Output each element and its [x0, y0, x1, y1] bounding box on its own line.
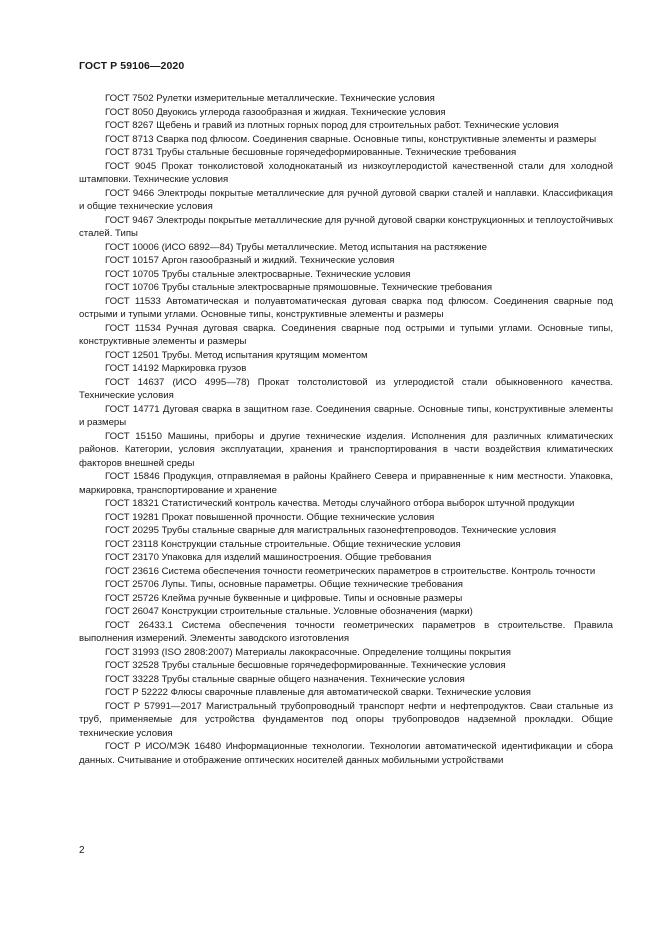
reference-item: ГОСТ 25706 Лупы. Типы, основные параметры. Общие технические требования	[105, 579, 463, 590]
reference-item: ГОСТ 8267 Щебень и гравий из плотных горных пород для строительных работ. Технические условия	[105, 120, 559, 131]
page-number: 2	[79, 845, 85, 856]
reference-item: ГОСТ 8050 Двуокись углерода газообразная и жидкая. Технические условия	[105, 106, 446, 118]
reference-item: ГОСТ 23118 Конструкции стальные строительные. Общие технические условия	[105, 538, 461, 550]
reference-item: ГОСТ 18321 Статистический контроль качества. Методы случайного отбора выборок штучной продукции	[105, 498, 575, 509]
reference-item: ГОСТ 19281 Прокат повышенной прочности. Общие технические условия	[105, 511, 435, 523]
reference-item: ГОСТ 23170 Упаковка для изделий машиностроения. Общие требования	[105, 552, 432, 563]
reference-item: ГОСТ 8713 Сварка под флюсом. Соединения сварные. Основные типы, конструктивные элементы и размеры	[105, 133, 597, 145]
reference-item: ГОСТ 20295 Трубы стальные сварные для магистральных газонефтепроводов. Технические условия	[105, 525, 557, 536]
reference-item: ГОСТ 15846 Продукция, отправляемая в районы Крайнего Севера и приравненные к ним местности. Упаковка, маркировка, транспортирование и хранение	[79, 471, 613, 496]
reference-item: ГОСТ 33228 Трубы стальные сварные общего назначения. Технические условия	[105, 673, 465, 685]
reference-item: ГОСТ 10157 Аргон газообразный и жидкий. Технические условия	[105, 255, 395, 266]
reference-item: ГОСТ 23616 Система обеспечения точности геометрических параметров в строительстве. Контроль точности	[105, 565, 596, 577]
reference-item: ГОСТ 31993 (ISO 2808:2007) Материалы лакокрасочные. Определение толщины покрытия	[105, 646, 511, 658]
reference-item: ГОСТ 25726 Клейма ручные буквенные и цифровые. Типы и основные размеры	[105, 592, 463, 604]
reference-item: ГОСТ 12501 Трубы. Метод испытания крутящим моментом	[105, 349, 368, 361]
reference-item: ГОСТ 11534 Ручная дуговая сварка. Соединения сварные под острыми и тупыми углами. Основные типы, конструктивные элементы и размеры	[79, 322, 613, 347]
reference-item: ГОСТ 9045 Прокат тонколистовой холоднокатаный из низкоуглеродистой качественной стали для холодной штамповки. Технические условия	[79, 160, 613, 185]
reference-item: ГОСТ 32528 Трубы стальные бесшовные горячедеформированные. Технические условия	[105, 660, 506, 671]
reference-item: ГОСТ 26433.1 Система обеспечения точности геометрических параметров в строительстве. Правила выполнения измерений. Элементы заводского изготовления	[79, 619, 613, 644]
reference-item: ГОСТ 7502 Рулетки измерительные металлические. Технические условия	[105, 93, 435, 104]
normative-references-list	[79, 92, 613, 767]
reference-item: ГОСТ Р 57991—2017 Магистральный трубопроводный транспорт нефти и нефтепродуктов. Сваи стальные из труб, применяемые для устройства фундаментов под опоры трубопроводов надземной прокладки. Общие технические условия	[79, 700, 613, 739]
reference-item: ГОСТ 11533 Автоматическая и полуавтоматическая дуговая сварка под флюсом. Соединения сварные под острыми и тупыми углами. Основные типы, конструктивные элементы и размеры	[79, 295, 613, 320]
reference-item: ГОСТ 10706 Трубы стальные электросварные прямошовные. Технические требования	[105, 282, 493, 293]
reference-item: ГОСТ 10705 Трубы стальные электросварные. Технические условия	[105, 268, 411, 280]
reference-item: ГОСТ 15150 Машины, приборы и другие технические изделия. Исполнения для различных климатических районов. Категории, условия эксплуатации, хранения и транспортирования в части воздействия климатических факторов внешней среды	[79, 430, 613, 469]
reference-item: ГОСТ 14771 Дуговая сварка в защитном газе. Соединения сварные. Основные типы, конструктивные элементы и размеры	[79, 403, 613, 428]
reference-item: ГОСТ 9467 Электроды покрытые металлические для ручной дуговой сварки конструкционных и теплоустойчивых сталей. Типы	[79, 214, 613, 239]
reference-item: ГОСТ 14192 Маркировка грузов	[105, 363, 247, 374]
document-header: ГОСТ Р 59106—2020	[79, 60, 185, 72]
reference-item: ГОСТ Р 52222 Флюсы сварочные плавленые для автоматической сварки. Технические условия	[105, 687, 531, 698]
reference-item: ГОСТ Р ИСО/МЭК 16480 Информационные технологии. Технологии автоматической идентификации и сбора данных. Считывание и отображение оптических носителей данных мобильными устройствами	[79, 741, 613, 766]
reference-item: ГОСТ 9466 Электроды покрытые металлические для ручной дуговой сварки сталей и наплавки. Классификация и общие технические условия	[79, 187, 613, 212]
reference-item: ГОСТ 8731 Трубы стальные бесшовные горячедеформированные. Технические требования	[105, 147, 517, 158]
reference-item: ГОСТ 10006 (ИСО 6892—84) Трубы металлические. Метод испытания на растяжение	[105, 241, 487, 253]
reference-item: ГОСТ 14637 (ИСО 4995—78) Прокат толстолистовой из углеродистой стали обыкновенного качества. Технические условия	[79, 376, 613, 401]
reference-item: ГОСТ 26047 Конструкции строительные стальные. Условные обозначения (марки)	[105, 606, 473, 617]
